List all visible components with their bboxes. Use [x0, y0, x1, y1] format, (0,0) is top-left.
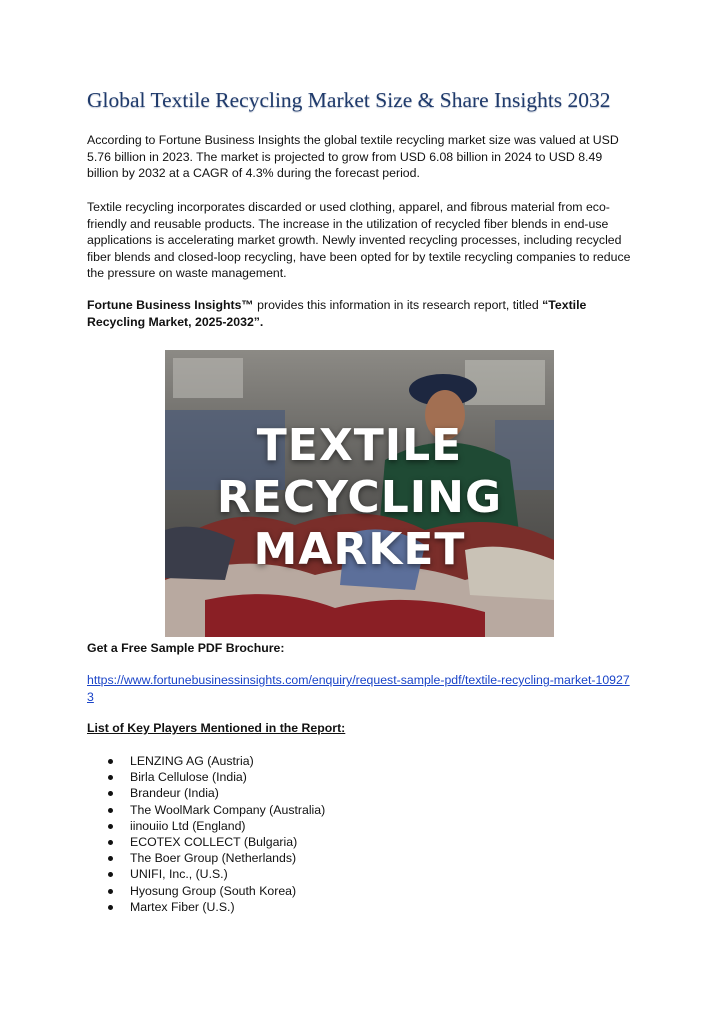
bullet-icon	[108, 824, 113, 829]
hero-line-1: TEXTILE	[256, 420, 463, 471]
bullet-icon	[108, 840, 113, 845]
intro-paragraph: According to Fortune Business Insights the global textile recycling market size was valued at USD 5.76 billion in 2023. The market is projected to grow from USD 6.08 billion in 2024 to USD 8.49 billion by 2032 at a CAGR of 4.3% during the forecast period.	[87, 133, 619, 180]
bullet-icon	[108, 905, 113, 910]
list-item: ECOTEX COLLECT (Bulgaria)	[87, 834, 325, 850]
list-item: Brandeur (India)	[87, 785, 325, 801]
hero-caption	[165, 420, 554, 576]
source-text: provides this information in its research report, titled	[253, 298, 543, 312]
brand-name: Fortune Business Insights™	[87, 298, 254, 312]
bullet-icon	[108, 856, 113, 861]
bullet-icon	[108, 889, 113, 894]
list-item: Martex Fiber (U.S.)	[87, 899, 325, 915]
bullet-icon	[108, 808, 113, 813]
bullet-icon	[108, 775, 113, 780]
hero-image	[165, 350, 554, 637]
brochure-label: Get a Free Sample PDF Brochure:	[87, 641, 285, 655]
key-players-list	[87, 753, 325, 915]
list-item: The Boer Group (Netherlands)	[87, 850, 325, 866]
bullet-icon	[108, 791, 113, 796]
list-item: Birla Cellulose (India)	[87, 769, 325, 785]
bullet-icon	[108, 759, 113, 764]
page-title: Global Textile Recycling Market Size & Share Insights 2032	[87, 88, 611, 112]
list-item: iinouiio Ltd (England)	[87, 818, 325, 834]
bullet-icon	[108, 872, 113, 877]
hero-line-3: MARKET	[253, 524, 466, 575]
list-item: UNIFI, Inc., (U.S.)	[87, 866, 325, 882]
source-paragraph	[87, 297, 635, 330]
list-item: LENZING AG (Austria)	[87, 753, 325, 769]
report-title: “Textile Recycling Market, 2025-2032”.	[87, 298, 587, 329]
key-players-heading: List of Key Players Mentioned in the Report:	[87, 721, 346, 735]
description-paragraph: Textile recycling incorporates discarded or used clothing, apparel, and fibrous material from eco-friendly and reusable products. The increase in the utilization of recycled fiber blends in end-use applications is accelerating market growth. Newly invented recycling processes, including recycled fiber blends and closed-loop recycling, have been opted for by textile recycling companies to reduce the pressure on waste management.	[87, 200, 631, 280]
list-item: The WoolMark Company (Australia)	[87, 802, 325, 818]
list-item: Hyosung Group (South Korea)	[87, 883, 325, 899]
sample-pdf-link[interactable]: https://www.fortunebusinessinsights.com/enquiry/request-sample-pdf/textile-recycling-market-109273	[87, 673, 630, 704]
hero-line-2: RECYCLING	[216, 472, 503, 523]
